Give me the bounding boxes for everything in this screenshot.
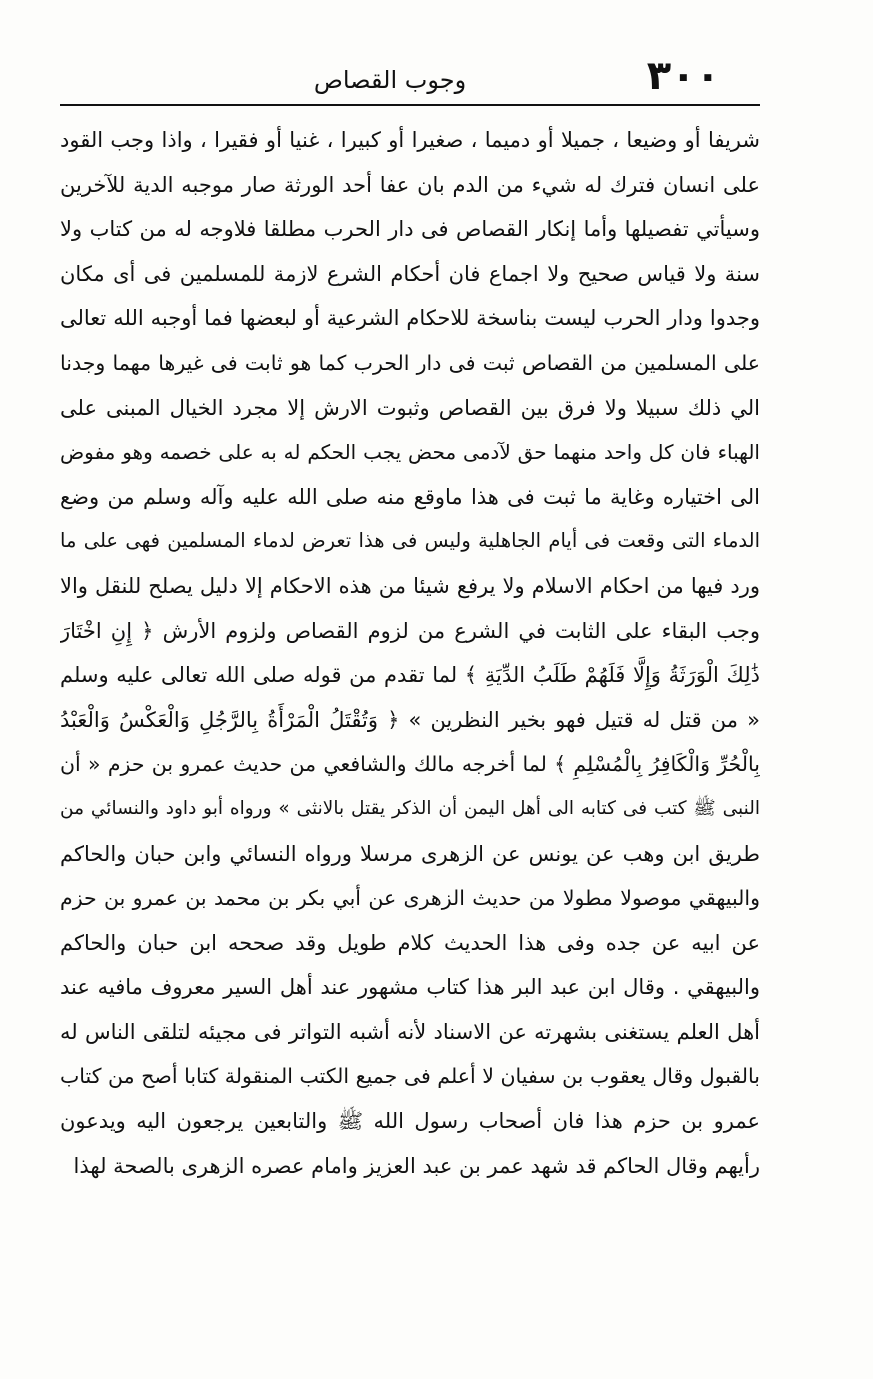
text-line: والبيهقي موصولا مطولا من حديث الزهرى عن أبي بكر بن محمد بن عمرو بن حزم: [60, 886, 760, 911]
text-line: ورد فيها من احكام الاسلام ولا يرفع شيئا من هذه الاحكام إلا دليل يصلح للنقل والا: [60, 573, 760, 598]
text-line: الي ذلك سبيلا ولا فرق بين القصاص وثبوت الارش إلا مجرد الخيال المبنى على: [60, 395, 760, 420]
text-line: الدماء التى وقعت فى أيام الجاهلية وليس فى هذا تعرض لدماء المسلمين فهى على ما: [60, 529, 760, 553]
body-text: [60, 118, 760, 1188]
text-line: « من قتل له قتيل فهو بخير النظرين » ﴿ وَتُقْتَلُ الْمَرْأَةُ بِالرَّجُلِ وَالْعَكْسُ وَالْعَبْدُ: [60, 707, 760, 732]
text-line: النبى ﷺ كتب فى كتابه الى أهل اليمن أن الذكر يقتل بالانثى » ورواه أبو داود والنسائي من: [60, 797, 760, 819]
header-divider: [60, 104, 760, 106]
text-line: سنة ولا قياس صحيح ولا اجماع فان أحكام الشرع لازمة للمسلمين فى أى مكان: [60, 261, 760, 286]
text-line: على المسلمين من القصاص ثبت فى دار الحرب كما هو ثابت فى غيرها مهما وجدنا: [60, 350, 760, 375]
text-line: بالقبول وقال يعقوب بن سفيان لا أعلم فى جميع الكتب المنقولة كتابا أصح من كتاب: [60, 1064, 760, 1089]
page-header: [60, 52, 720, 108]
text-line: الى اختياره وغاية ما ثبت فى هذا ماوقع منه صلى الله عليه وآله وسلم من وضع: [60, 484, 760, 509]
text-line: على انسان فترك له شيء من الدم بان عفا أحد الورثة صار موجبه الدية للآخرين: [60, 172, 760, 197]
text-line: وسيأتي تفصيلها وأما إنكار القصاص فى دار الحرب مطلقا فلاوجه له من كتاب ولا: [60, 217, 760, 242]
text-line: وجدوا ودار الحرب ليست بناسخة للاحكام الشرعية أو لبعضها فما أوجبه الله تعالى: [60, 306, 760, 331]
text-line: شريفا أو وضيعا ، جميلا أو دميما ، صغيرا أو كبيرا ، غنيا أو فقيرا ، واذا وجب القود: [60, 128, 760, 152]
page-number: ٣٠٠: [646, 53, 720, 99]
text-line: بِالْحُرِّ وَالْكَافِرُ بِالْمُسْلِمِ ﴾ لما أخرجه مالك والشافعي من حديث عمرو بن حزم « أن: [60, 752, 760, 777]
text-line: عن ابيه عن جده وفى هذا الحديث كلام طويل وقد صححه ابن حبان والحاكم: [60, 930, 760, 955]
text-line: والبيهقي . وقال ابن عبد البر هذا كتاب مشهور عند أهل السير معروف مافيه عند: [60, 975, 760, 1000]
text-line: عمرو بن حزم هذا فان أصحاب رسول الله ﷺ والتابعين يرجعون اليه ويدعون: [60, 1109, 760, 1134]
text-line: طريق ابن وهب عن يونس عن الزهرى مرسلا ورواه النسائي وابن حبان والحاكم: [60, 841, 760, 866]
text-line: رأيهم وقال الحاكم قد شهد عمر بن عبد العزيز وامام عصره الزهرى بالصحة لهذا: [73, 1153, 760, 1178]
text-line: أهل العلم يستغنى بشهرته عن الاسناد لأنه أشبه التواتر فى مجيئه لتلقى الناس له: [60, 1019, 760, 1044]
text-line: ذَٰلِكَ الْوَرَثَةُ وَإِلَّا فَلَهُمْ طَلَبُ الدِّيَةِ ﴾ لما تقدم من قوله صلى الله تعالى عليه وسلم: [60, 663, 760, 688]
running-title: وجوب القصاص: [313, 66, 467, 94]
text-line: وجب البقاء على الثابت في الشرع من لزوم القصاص ولزوم الأرش ﴿ إِنِ اخْتَارَ: [60, 618, 760, 643]
text-line: الهباء فان كل واحد منهما حق لآدمى محض يجب الحكم له به على خصمه وهو مفوض: [60, 440, 760, 465]
